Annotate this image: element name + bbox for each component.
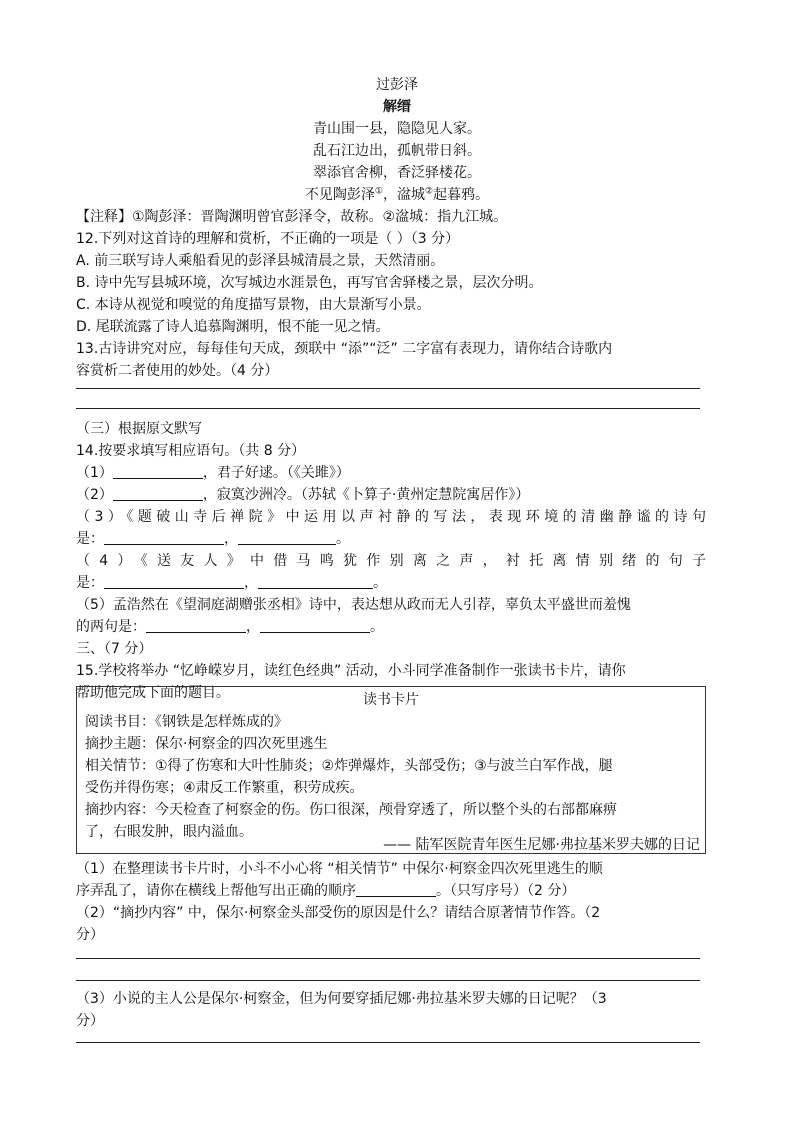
q15-line-2: 帮助他完成下面的题目。 bbox=[76, 685, 230, 701]
answer-line[interactable] bbox=[76, 1042, 700, 1043]
card-title: 读书卡片 bbox=[363, 692, 419, 708]
q15-sub-2-line-2: 分） bbox=[76, 927, 104, 943]
q14-stem: 14.按要求填写相应语句。（共 8 分） bbox=[76, 443, 306, 459]
item-label: 是： bbox=[76, 575, 104, 591]
poem-note: 【注释】①陶彭泽：晋陶渊明曾官彭泽令，故称。②湓城：指九江城。 bbox=[76, 209, 508, 225]
card-plot-line-1: 相关情节：①得了伤寒和大叶性肺炎；②炸弹爆炸，头部受伤；③与波兰白军作战，腿 bbox=[85, 758, 613, 774]
section-title: （三）根据原文默写 bbox=[76, 421, 202, 437]
footnote-mark-1: ① bbox=[374, 186, 383, 197]
fill-blank[interactable] bbox=[260, 617, 370, 633]
punctuation: ， bbox=[244, 575, 258, 591]
q12-option-b: B. 诗中先写县城环境，次写城边水涯景色，再写官舍驿楼之景，层次分明。 bbox=[76, 275, 543, 291]
poem-line-3: 翠添官舍柳，香泛驿楼花。 bbox=[313, 165, 481, 181]
poem-line-4 bbox=[0, 184, 794, 206]
poem-title: 过彭泽 bbox=[376, 77, 418, 93]
sub-text: 序弄乱了，请你在横线上帮他写出正确的顺序 bbox=[76, 883, 356, 899]
item-label: （1） bbox=[76, 465, 113, 481]
sub-text: 。（只写序号）（2 分） bbox=[436, 883, 576, 899]
q13-line-1: 13.古诗讲究对应，每每佳句天成，颈联中 “添”“泛” 二字富有表现力，请你结合诗歌内 bbox=[76, 341, 613, 357]
section-heading: 三、（7 分） bbox=[76, 641, 153, 657]
fill-blank[interactable] bbox=[113, 485, 203, 501]
q15-line-1: 15.学校将举办 “忆峥嵘岁月，读红色经典” 活动，小斗同学准备制作一张读书卡片，请你 bbox=[76, 663, 626, 679]
answer-line[interactable] bbox=[76, 958, 700, 959]
q15-sub-3-line-2: 分） bbox=[76, 1013, 104, 1029]
q14-item-3: （3）《题破山寺后禅院》中运用以声衬静的写法，表现环境的清幽静谧的诗句 bbox=[76, 509, 706, 525]
item-label: 是： bbox=[76, 531, 104, 547]
poem-line-2: 乱石江边出，孤帆带日斜。 bbox=[313, 143, 481, 159]
card-book: 阅读书目：《钢铁是怎样炼成的》 bbox=[85, 714, 288, 730]
poem-line-1: 青山围一县，隐隐见人家。 bbox=[313, 121, 481, 137]
poem-author: 解缙 bbox=[383, 99, 411, 115]
answer-line[interactable] bbox=[76, 980, 700, 981]
card-plot-line-2: 受伤并得伤寒；④肃反工作繁重，积劳成疾。 bbox=[85, 780, 364, 796]
poem-line-4-part-b: ，湓城 bbox=[383, 187, 425, 203]
q14-item-4: （4）《送友人》中借马鸣犹作别离之声，衬托离情别绪的句子 bbox=[76, 553, 706, 569]
reading-card bbox=[76, 686, 706, 854]
fill-blank[interactable] bbox=[104, 529, 224, 545]
punctuation: ， bbox=[224, 531, 238, 547]
fill-blank[interactable] bbox=[104, 573, 244, 589]
footnote-mark-2: ② bbox=[425, 186, 434, 197]
q12-option-a: A. 前三联写诗人乘船看见的彭泽县城清晨之景，天然清丽。 bbox=[76, 253, 445, 269]
poem-line-4-part-a: 不见陶彭泽 bbox=[304, 187, 375, 203]
punctuation: 。 bbox=[373, 575, 387, 591]
card-excerpt-line-2: 了，右眼发肿，眼内溢血。 bbox=[85, 824, 253, 840]
q13-line-2: 容赏析二者使用的妙处。（4 分） bbox=[76, 363, 279, 379]
punctuation: ， bbox=[246, 619, 260, 635]
q14-item-5: （5）孟浩然在《望洞庭湖赠张丞相》诗中，表达想从政而无人引荐，辜负太平盛世而羞愧 bbox=[76, 597, 631, 613]
poem-line-4-part-c: 起暮鸦。 bbox=[433, 187, 490, 203]
q12-option-d: D. 尾联流露了诗人追慕陶渊明，恨不能一见之情。 bbox=[76, 319, 390, 335]
fill-blank[interactable] bbox=[113, 463, 203, 479]
q15-sub-1-line-1: （1）在整理读书卡片时，小斗不小心将 “相关情节” 中保尔·柯察金四次死里逃生的顺 bbox=[76, 861, 603, 877]
q15-sub-1-line-2 bbox=[76, 880, 706, 902]
punctuation: 。 bbox=[370, 619, 384, 635]
fill-blank[interactable] bbox=[238, 529, 336, 545]
q14-item-3-answer bbox=[76, 528, 706, 550]
card-excerpt-line-1: 摘抄内容：今天检查了柯察金的伤。伤口很深，颅骨穿透了，所以整个头的右部都麻痹 bbox=[85, 802, 617, 818]
q14-item-2 bbox=[76, 484, 706, 506]
item-text: ，君子好逑。（《关雎》） bbox=[202, 465, 350, 481]
answer-line[interactable] bbox=[76, 388, 700, 389]
answer-line[interactable] bbox=[76, 408, 700, 409]
fill-blank[interactable] bbox=[146, 617, 246, 633]
q14-item-5-answer bbox=[76, 616, 706, 638]
q12-stem: 12.下列对这首诗的理解和赏析，不正确的一项是（ ）（3 分） bbox=[76, 231, 460, 247]
punctuation: 。 bbox=[336, 531, 350, 547]
q14-item-4-answer bbox=[76, 572, 706, 594]
item-label: 的两句是： bbox=[76, 619, 146, 635]
q14-item-1 bbox=[76, 462, 706, 484]
fill-blank[interactable] bbox=[356, 881, 436, 897]
card-theme: 摘抄主题：保尔·柯察金的四次死里逃生 bbox=[85, 736, 328, 752]
item-text: ，寂寞沙洲冷。（苏轼《卜算子·黄州定慧院寓居作》） bbox=[202, 487, 530, 503]
q12-option-c: C. 本诗从视觉和嗅觉的角度描写景物，由大景渐写小景。 bbox=[76, 297, 431, 313]
item-label: （2） bbox=[76, 487, 113, 503]
q15-sub-2-line-1: （2）“摘抄内容” 中，保尔·柯察金头部受伤的原因是什么？请结合原著情节作答。（2 bbox=[76, 905, 601, 921]
card-source: —— 陆军医院青年医生尼娜·弗拉基米罗夫娜的日记 bbox=[383, 837, 700, 853]
q15-sub-3-line-1: （3）小说的主人公是保尔·柯察金，但为何要穿插尼娜·弗拉基米罗夫娜的日记呢？（3 bbox=[76, 991, 607, 1007]
fill-blank[interactable] bbox=[258, 573, 373, 589]
